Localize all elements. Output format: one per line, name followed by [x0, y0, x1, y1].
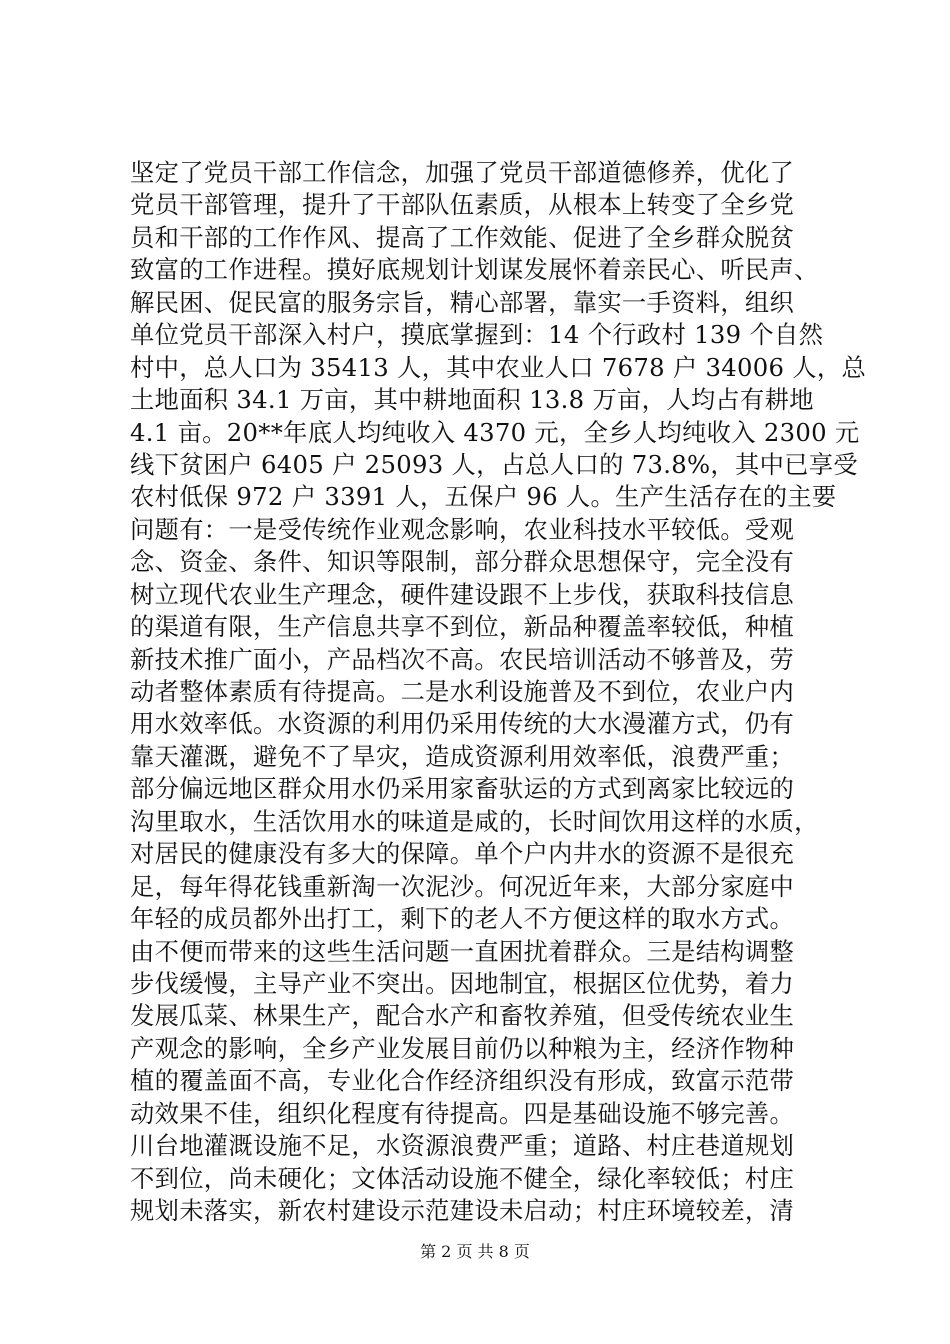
text-line: 单位党员干部深入村户，摸底掌握到：14 个行政村 139 个自然	[130, 320, 824, 350]
text-line: 沟里取水，生活饮用水的味道是咸的，长时间饮用这样的水质，	[130, 806, 819, 836]
text-line: 由不便而带来的这些生活问题一直困扰着群众。三是结构调整	[130, 936, 795, 966]
text-line: 植的覆盖面不高，专业化合作经济组织没有形成，致富示范带	[130, 1066, 795, 1096]
text-line: 致富的工作进程。摸好底规划计划谋发展怀着亲民心、听民声、	[130, 255, 819, 285]
text-line: 4.1 亩。20**年底人均纯收入 4370 元，全乡人均纯收入 2300 元	[130, 417, 860, 447]
text-line: 年轻的成员都外出打工，剩下的老人不方便这样的取水方式。	[130, 904, 795, 934]
text-line: 线下贫困户 6405 户 25093 人，占总人口的 73.8%，其中已享受	[130, 449, 858, 479]
text-line: 步伐缓慢，主导产业不突出。因地制宜，根据区位优势，着力	[130, 968, 795, 998]
page-number-footer: 第 2 页 共 8 页	[420, 1242, 530, 1261]
text-line: 新技术推广面小，产品档次不高。农民培训活动不够普及，劳	[130, 644, 795, 674]
text-line: 发展瓜菜、林果生产，配合水产和畜牧养殖，但受传统农业生	[130, 1001, 795, 1031]
text-line: 坚定了党员干部工作信念，加强了党员干部道德修养，优化了	[130, 158, 795, 187]
text-line: 足，每年得花钱重新淘一次泥沙。何况近年来，大部分家庭中	[130, 871, 795, 901]
text-line: 产观念的影响，全乡产业发展目前仍以种粮为主，经济作物种	[130, 1033, 795, 1063]
text-line: 员和干部的工作作风、提高了工作效能、促进了全乡群众脱贫	[130, 222, 795, 252]
body-text	[130, 157, 867, 1227]
text-line: 不到位，尚未硬化；文体活动设施不健全，绿化率较低；村庄	[130, 1163, 795, 1193]
text-line: 树立现代农业生产理念，硬件建设跟不上步伐，获取科技信息	[130, 579, 795, 609]
text-line: 土地面积 34.1 万亩，其中耕地面积 13.8 万亩，人均占有耕地	[130, 385, 814, 415]
text-line: 的渠道有限，生产信息共享不到位，新品种覆盖率较低，种植	[130, 612, 795, 642]
text-line: 问题有：一是受传统作业观念影响，农业科技水平较低。受观	[130, 514, 795, 544]
text-line: 农村低保 972 户 3391 人，五保户 96 人。生产生活存在的主要	[130, 482, 837, 512]
text-line: 村中，总人口为 35413 人，其中农业人口 7678 户 34006 人，总	[130, 352, 867, 382]
text-line: 对居民的健康没有多大的保障。单个户内井水的资源不是很充	[130, 839, 795, 869]
text-line: 解民困、促民富的服务宗旨，精心部署，靠实一手资料，组织	[130, 287, 795, 317]
text-line: 动者整体素质有待提高。二是水利设施普及不到位，农业户内	[130, 677, 795, 706]
text-line: 靠天灌溉，避免不了旱灾，造成资源利用效率低，浪费严重；	[130, 741, 795, 771]
text-line: 规划未落实，新农村建设示范建设未启动；村庄环境较差，清	[130, 1196, 795, 1225]
text-line: 动效果不佳，组织化程度有待提高。四是基础设施不够完善。	[130, 1098, 795, 1128]
text-line: 用水效率低。水资源的利用仍采用传统的大水漫灌方式，仍有	[130, 709, 795, 739]
text-line: 川台地灌溉设施不足，水资源浪费严重；道路、村庄巷道规划	[130, 1131, 795, 1161]
text-line: 念、资金、条件、知识等限制，部分群众思想保守，完全没有	[130, 547, 795, 577]
text-line: 党员干部管理，提升了干部队伍素质，从根本上转变了全乡党	[130, 190, 795, 220]
text-line: 部分偏远地区群众用水仍采用家畜驮运的方式到离家比较远的	[130, 774, 795, 804]
